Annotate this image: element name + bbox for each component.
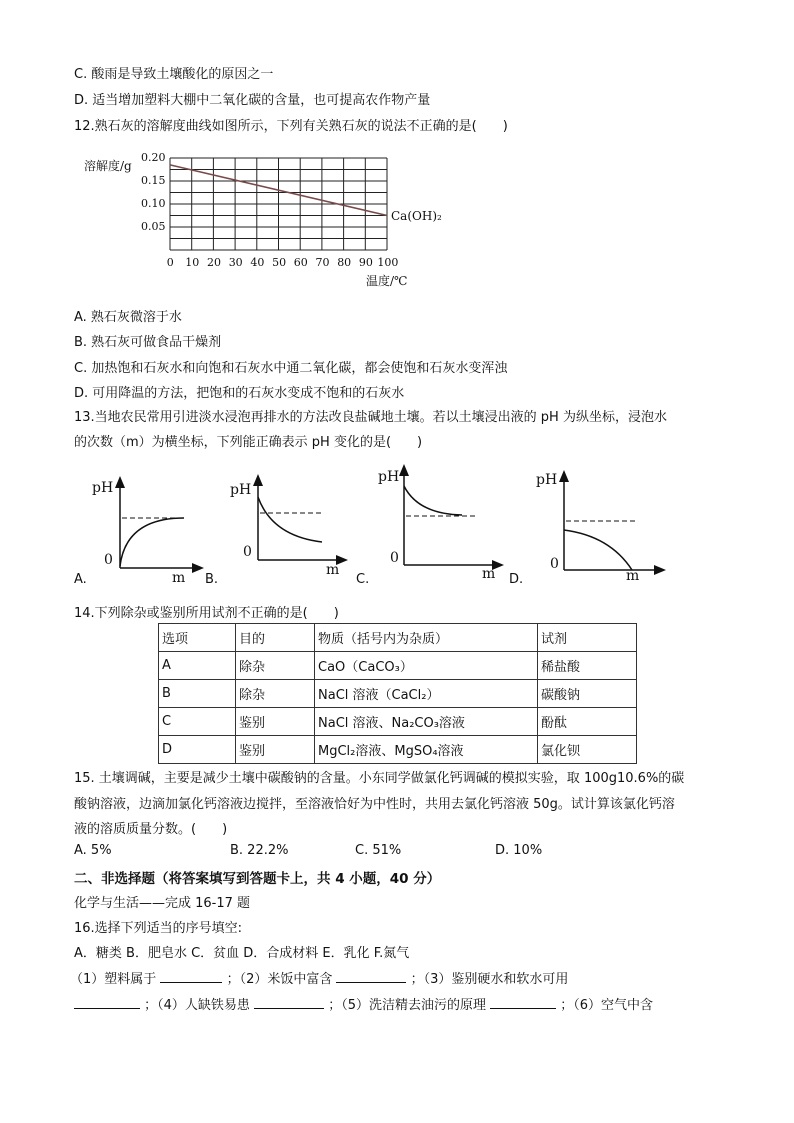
table-cell: 除杂	[236, 680, 315, 708]
fill-label: ；（5）洗洁精去油污的原理	[328, 998, 486, 1013]
answer-blank-2[interactable]	[336, 970, 406, 983]
q12-option-a: A. 熟石灰微溶于水	[74, 310, 182, 325]
x-tick-label: 0	[166, 256, 174, 269]
y-tick-label: 0.15	[141, 174, 166, 187]
table-cell: B	[159, 680, 236, 708]
fill-label: ；（4）人缺铁易患	[144, 998, 250, 1013]
table-row	[159, 652, 637, 680]
x-tick-label: 20	[207, 256, 221, 269]
graph-d-option: D.	[509, 572, 524, 587]
question-15-line3: 液的溶质质量分数。( )	[74, 822, 228, 837]
question-16-line1	[70, 968, 568, 987]
table-cell: 稀盐酸	[538, 652, 637, 680]
series-label: Ca(OH)₂	[391, 209, 442, 223]
question-16: 16.选择下列适当的序号填空:	[74, 921, 243, 936]
fill-label: ；（6）空气中含	[560, 998, 654, 1013]
graph-b-option: B.	[205, 572, 219, 587]
table-cell: NaCl 溶液、Na₂CO₃溶液	[315, 708, 538, 736]
question-14: 14.下列除杂或鉴别所用试剂不正确的是( )	[74, 606, 339, 621]
option-c-line: C. 酸雨是导致土壤酸化的原因之一	[74, 67, 274, 82]
table-cell: 鉴别	[236, 708, 315, 736]
table-cell: 酚酞	[538, 708, 637, 736]
graph-c-y-arrow	[399, 464, 409, 476]
table-cell: 碳酸钠	[538, 680, 637, 708]
question-13-line1: 13.当地农民常用引进淡水浸泡再排水的方法改良盐碱地土壤。若以土壤浸出液的 pH 为纵坐标，浸泡水	[74, 410, 667, 425]
graph-b-curve	[258, 497, 322, 542]
table-row	[159, 708, 637, 736]
q15-option-b: B. 22.2%	[230, 843, 289, 858]
question-16-options: A．糖类 B．肥皂水 C．贫血 D．合成材料 E．乳化 F.氮气	[74, 946, 410, 961]
fill-label: ；（2）米饭中富含	[226, 972, 333, 987]
chart-xlabel: 温度/℃	[366, 274, 408, 288]
q15-option-d: D. 10%	[495, 843, 543, 858]
graph-c-origin: 0	[390, 550, 399, 566]
x-tick-label: 90	[358, 256, 373, 269]
q12-option-c: C. 加热饱和石灰水和向饱和石灰水中通二氧化碳，都会使饱和石灰水变浑浊	[74, 361, 508, 376]
question-13-line2: 的次数（m）为横坐标，下列能正确表示 pH 变化的是( )	[74, 435, 423, 450]
table-cell: A	[159, 652, 236, 680]
table-header-cell: 试剂	[538, 624, 637, 652]
graph-b-origin: 0	[243, 544, 252, 560]
reagent-table	[158, 623, 637, 764]
table-row	[159, 736, 637, 764]
answer-blank-5[interactable]	[490, 996, 556, 1009]
y-tick-label: 0.05	[141, 220, 166, 233]
graph-a-origin: 0	[104, 552, 113, 568]
table-cell: CaO（CaCO₃）	[315, 652, 538, 680]
table-header-row	[159, 624, 637, 652]
section-2-heading: 二、非选择题（将答案填写到答题卡上，共 4 小题，40 分）	[74, 871, 441, 887]
table-cell: D	[159, 736, 236, 764]
y-tick-label: 0.20	[141, 151, 166, 164]
graph-b-ylabel: pH	[230, 482, 252, 498]
x-tick-label: 40	[250, 256, 265, 269]
graph-a-x-arrow	[192, 563, 204, 573]
graph-d-curve	[564, 530, 632, 570]
graph-d-x-arrow	[654, 565, 666, 575]
graph-c-ylabel: pH	[378, 469, 400, 485]
graph-d-origin: 0	[550, 556, 559, 572]
question-12: 12.熟石灰的溶解度曲线如图所示，下列有关熟石灰的说法不正确的是( )	[74, 119, 508, 134]
x-tick-label: 80	[337, 256, 352, 269]
graph-a-xlabel: m	[172, 570, 186, 586]
graph-c-xlabel: m	[482, 566, 496, 582]
graph-d-xlabel: m	[626, 568, 640, 584]
table-cell: 除杂	[236, 652, 315, 680]
answer-blank-3[interactable]	[74, 996, 140, 1009]
graph-d-y-arrow	[559, 470, 569, 482]
table-row	[159, 680, 637, 708]
question-15-line1: 15. 土壤调碱，主要是减少土壤中碳酸钠的含量。小东同学做氯化钙调碱的模拟实验，取 100g10.6%的碳	[74, 771, 685, 786]
graph-a-ylabel: pH	[92, 480, 114, 496]
table-header-cell: 选项	[159, 624, 236, 652]
table-cell: NaCl 溶液（CaCl₂）	[315, 680, 538, 708]
graph-a-option: A.	[74, 572, 87, 587]
x-tick-label: 70	[315, 256, 330, 269]
graph-b-xlabel: m	[326, 562, 340, 578]
question-15-line2: 酸钠溶液，边滴加氯化钙溶液边搅拌，至溶液恰好为中性时，共用去氯化钙溶液 50g。试计算该氯化钙溶	[74, 797, 675, 812]
q12-option-d: D. 可用降温的方法，把饱和的石灰水变成不饱和的石灰水	[74, 386, 405, 401]
x-tick-label: 100	[377, 256, 399, 269]
q15-option-a: A. 5%	[74, 843, 112, 858]
subsection-heading: 化学与生活——完成 16-17 题	[74, 896, 251, 911]
x-tick-label: 10	[185, 256, 200, 269]
x-tick-label: 60	[293, 256, 308, 269]
x-tick-label: 30	[228, 256, 243, 269]
table-cell: MgCl₂溶液、MgSO₄溶液	[315, 736, 538, 764]
graph-c-curve	[404, 486, 462, 515]
graph-d-ylabel: pH	[536, 472, 558, 488]
q15-option-c: C. 51%	[355, 843, 402, 858]
answer-blank-4[interactable]	[254, 996, 324, 1009]
table-header-cell: 物质（括号内为杂质）	[315, 624, 538, 652]
table-header-cell: 目的	[236, 624, 315, 652]
table-cell: 氯化钡	[538, 736, 637, 764]
table-cell: 鉴别	[236, 736, 315, 764]
y-tick-label: 0.10	[141, 197, 166, 210]
fill-label: ；（3）鉴别硬水和软水可用	[410, 972, 569, 987]
graph-c-option: C.	[356, 572, 370, 587]
answer-blank-1[interactable]	[160, 970, 222, 983]
graph-a-y-arrow	[115, 476, 125, 488]
fill-label: （1）塑料属于	[70, 972, 157, 987]
chart-ylabel: 溶解度/g	[84, 159, 132, 173]
q12-option-b: B. 熟石灰可做食品干燥剂	[74, 335, 222, 350]
graph-a-curve	[120, 518, 184, 566]
table-cell: C	[159, 708, 236, 736]
option-d-line: D. 适当增加塑料大棚中二氧化碳的含量，也可提高农作物产量	[74, 93, 431, 108]
x-tick-label: 50	[272, 256, 287, 269]
graph-b-y-arrow	[253, 474, 263, 486]
question-16-line2	[74, 994, 653, 1013]
